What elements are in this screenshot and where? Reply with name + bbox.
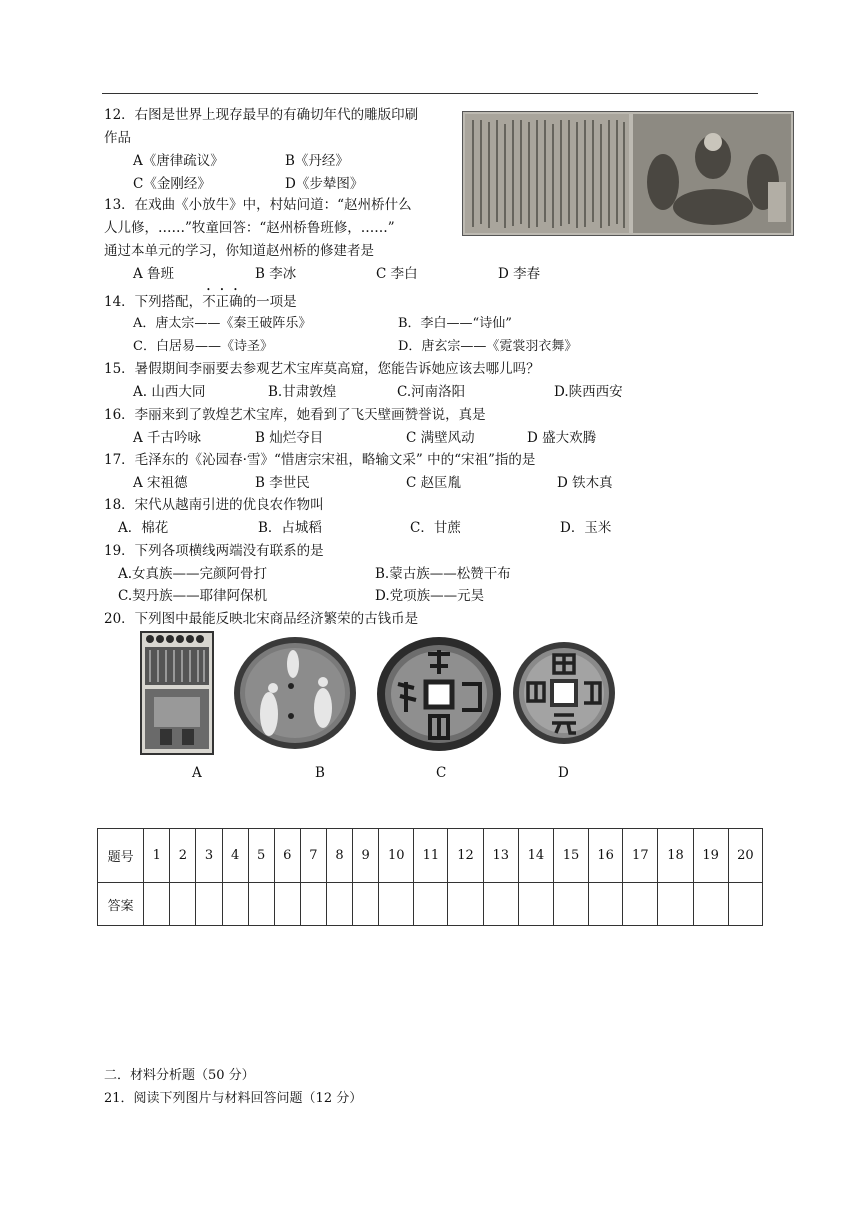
- q12-option-a: A《唐律疏议》: [133, 153, 224, 169]
- figure-coin-d-image: [512, 641, 616, 745]
- answer-table-number-cell: 14: [518, 829, 553, 883]
- answer-cell[interactable]: [144, 883, 170, 926]
- diamond-sutra-image: [462, 111, 794, 236]
- section2-title: 二．材料分析题（50 分）: [104, 1068, 255, 1083]
- q18-option-d: D．玉米: [560, 520, 612, 536]
- q13-option-c: C 李白: [376, 266, 418, 282]
- answer-cell[interactable]: [170, 883, 196, 926]
- q20-stem: 20．下列图中最能反映北宋商品经济繁荣的古钱币是: [104, 611, 419, 627]
- answer-table: [97, 828, 763, 926]
- answer-table-number-cell: 12: [448, 829, 483, 883]
- answer-table-number-cell: 15: [553, 829, 588, 883]
- header-rule: [102, 93, 758, 94]
- answer-table-number-cell: 11: [414, 829, 448, 883]
- answer-table-number-cell: 8: [326, 829, 352, 883]
- q12-option-c: C《金刚经》: [133, 176, 211, 192]
- answer-table-number-cell: 10: [379, 829, 414, 883]
- q14-option-a: A．唐太宗——《秦王破阵乐》: [133, 316, 312, 331]
- q14-option-b: B．李白——“诗仙”: [398, 316, 512, 331]
- q19-option-a: A.女真族——完颜阿骨打: [118, 566, 268, 582]
- figure-coin-c-image: [376, 636, 502, 752]
- q14-option-c: C．白居易——《诗圣》: [133, 339, 273, 354]
- q19-stem: 19．下列各项横线两端没有联系的是: [104, 543, 324, 559]
- figure-coin-b-image: [233, 636, 357, 750]
- answer-cell[interactable]: [353, 883, 379, 926]
- answer-table-number-cell: 2: [170, 829, 196, 883]
- q12-stem-line2: 作品: [104, 130, 131, 146]
- answer-cell[interactable]: [300, 883, 326, 926]
- q12-option-b: B《丹经》: [285, 153, 349, 169]
- q17-option-a: A 宋祖德: [133, 475, 188, 491]
- answer-cell[interactable]: [196, 883, 222, 926]
- answer-cell[interactable]: [518, 883, 553, 926]
- q13-stem-line3: 通过本单元的学习，你知道赵州桥的修建者是: [104, 243, 374, 259]
- answer-cell[interactable]: [414, 883, 448, 926]
- q19-option-c: C.契丹族——耶律阿保机: [118, 588, 268, 604]
- answer-table-number-cell: 19: [693, 829, 728, 883]
- q16-option-d: D 盛大欢腾: [527, 430, 597, 446]
- jiaozi-paper-money-image: [140, 631, 214, 755]
- q16-option-c: C 满壁风动: [406, 430, 475, 446]
- answer-table-number-cell: 7: [300, 829, 326, 883]
- answer-table-number-cell: 20: [728, 829, 762, 883]
- q16-option-a: A 千古吟咏: [133, 430, 202, 446]
- answer-cell[interactable]: [623, 883, 658, 926]
- answer-cell[interactable]: [274, 883, 300, 926]
- q14-option-d: D．唐玄宗——《霓裳羽衣舞》: [398, 339, 578, 354]
- answer-table-answer-header: 答案: [98, 883, 144, 926]
- q13-option-d: D 李春: [498, 266, 541, 282]
- q13-stem-line1: 13．在戏曲《小放牛》中，村姑问道：“赵州桥什么: [104, 197, 412, 213]
- q12-stem-line1: 12．右图是世界上现存最早的有确切年代的雕版印刷: [104, 107, 419, 123]
- q17-stem: 17．毛泽东的《沁园春·雪》“惜唐宗宋祖，略输文采” 中的“宋祖”指的是: [104, 452, 536, 468]
- q14-stem-pre: 14．下列搭配，: [104, 294, 203, 310]
- q19-option-d: D.党项族——元昊: [375, 588, 485, 604]
- answer-cell[interactable]: [658, 883, 693, 926]
- answer-cell[interactable]: [448, 883, 483, 926]
- answer-cell[interactable]: [728, 883, 762, 926]
- answer-cell[interactable]: [693, 883, 728, 926]
- q18-option-a: A．棉花: [118, 520, 169, 536]
- answer-cell[interactable]: [553, 883, 588, 926]
- answer-table-answer-row: [98, 883, 763, 926]
- answer-table-number-cell: 16: [589, 829, 623, 883]
- q15-stem: 15．暑假期间李丽要去参观艺术宝库莫高窟，您能告诉她应该去哪儿吗？: [104, 361, 540, 377]
- answer-cell[interactable]: [379, 883, 414, 926]
- q12-option-d: D《步辇图》: [285, 176, 364, 192]
- answer-cell[interactable]: [483, 883, 518, 926]
- q18-option-b: B．占城稻: [258, 520, 322, 536]
- q20-label-d: D: [558, 765, 569, 781]
- q17-option-b: B 李世民: [255, 475, 310, 491]
- answer-table-number-cell: 17: [623, 829, 658, 883]
- answer-cell[interactable]: [248, 883, 274, 926]
- q13-option-b: B 李冰: [255, 266, 297, 282]
- q18-option-c: C．甘蔗: [410, 520, 461, 536]
- answer-cell[interactable]: [222, 883, 248, 926]
- q19-option-b: B.蒙古族——松赞干布: [375, 566, 511, 582]
- q13-option-a: A 鲁班: [133, 266, 175, 282]
- answer-table-number-cell: 18: [658, 829, 693, 883]
- answer-table-number-row: [98, 829, 763, 883]
- q17-option-d: D 铁木真: [557, 475, 613, 491]
- answer-table-number-cell: 3: [196, 829, 222, 883]
- q21-stem: 21．阅读下列图片与材料回答问题（12 分）: [104, 1091, 363, 1106]
- q15-option-a: A. 山西大同: [133, 384, 206, 400]
- answer-table-number-cell: 4: [222, 829, 248, 883]
- q15-option-c: C.河南洛阳: [397, 384, 466, 400]
- answer-table-number-cell: 9: [353, 829, 379, 883]
- answer-table-number-header: 题号: [98, 829, 144, 883]
- answer-table-number-cell: 5: [248, 829, 274, 883]
- answer-table-number-cell: 6: [274, 829, 300, 883]
- answer-cell[interactable]: [589, 883, 623, 926]
- q20-label-c: C: [436, 765, 447, 781]
- q20-label-a: A: [192, 765, 202, 781]
- q14-stem: [104, 286, 297, 310]
- answer-table-number-cell: 1: [144, 829, 170, 883]
- q16-stem: 16．李丽来到了敦煌艺术宝库，她看到了飞天壁画赞誉说，真是: [104, 407, 486, 423]
- q16-option-b: B 灿烂夺目: [255, 430, 324, 446]
- q14-stem-emphasis: 不正确: [202, 294, 243, 310]
- answer-table-number-cell: 13: [483, 829, 518, 883]
- q15-option-d: D.陕西西安: [554, 384, 623, 400]
- q17-option-c: C 赵匡胤: [406, 475, 462, 491]
- q13-stem-line2: 人儿修，……”牧童回答：“赵州桥鲁班修，……”: [104, 220, 395, 236]
- q14-stem-post: 的一项是: [242, 294, 297, 310]
- q20-label-b: B: [315, 765, 325, 781]
- q18-stem: 18．宋代从越南引进的优良农作物叫: [104, 497, 324, 513]
- q15-option-b: B.甘肃敦煌: [268, 384, 337, 400]
- answer-cell[interactable]: [326, 883, 352, 926]
